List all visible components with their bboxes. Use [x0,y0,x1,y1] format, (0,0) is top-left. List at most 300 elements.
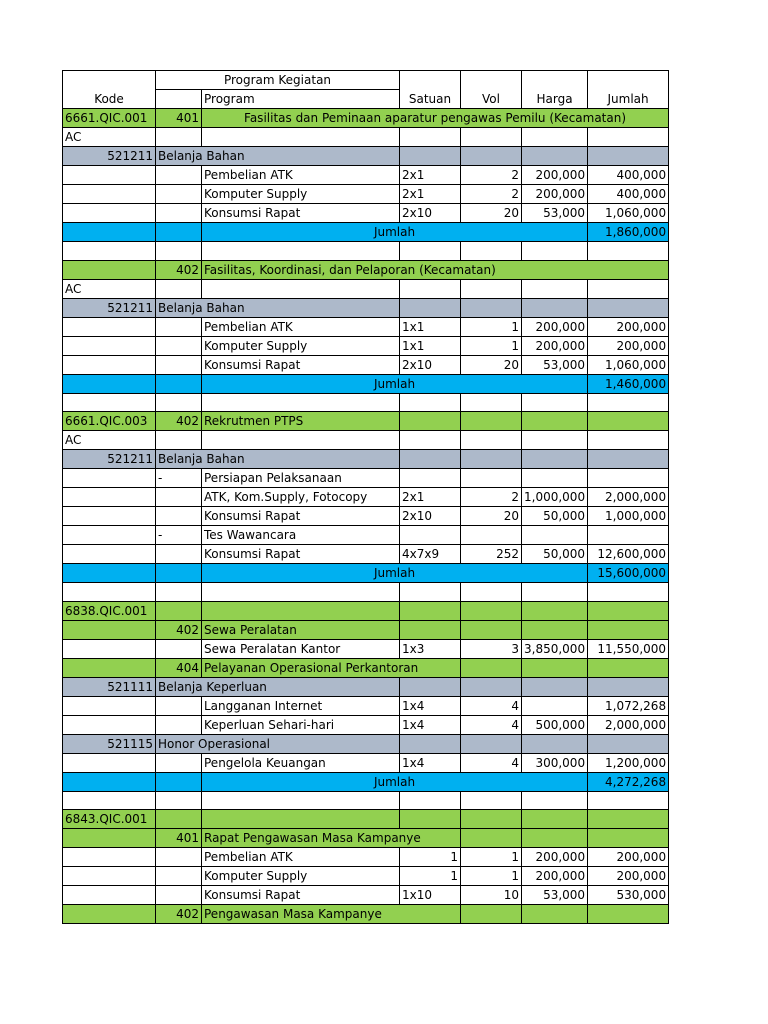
account-label[interactable]: Belanja Bahan [156,298,400,317]
item-vol[interactable]: 20 [461,355,522,374]
item-harga[interactable]: 53,000 [522,886,588,905]
item-satuan[interactable]: 1x3 [400,639,461,658]
empty-cell[interactable] [588,583,669,602]
item-harga[interactable]: 1,000,000 [522,488,588,507]
empty-cell[interactable] [202,128,400,147]
empty-cell[interactable] [156,848,202,867]
empty-cell[interactable] [461,791,522,810]
empty-cell[interactable] [400,147,461,166]
account-label[interactable]: Belanja Keperluan [156,677,400,696]
kode-cell[interactable]: 6661.QIC.003 [63,412,156,431]
empty-cell[interactable] [63,829,156,848]
empty-cell[interactable] [588,279,669,298]
empty-cell[interactable] [63,564,156,583]
account-code[interactable]: 521115 [63,734,156,753]
empty-cell[interactable] [156,696,202,715]
item-satuan[interactable]: 2x1 [400,166,461,185]
item-harga[interactable]: 3,850,000 [522,639,588,658]
empty-cell[interactable] [588,810,669,829]
item-jumlah[interactable]: 12,600,000 [588,545,669,564]
item-name[interactable]: Komputer Supply [202,336,400,355]
item-jumlah[interactable]: 1,060,000 [588,355,669,374]
empty-cell[interactable] [588,469,669,488]
empty-cell[interactable] [400,279,461,298]
empty-cell[interactable] [461,431,522,450]
empty-cell[interactable] [588,734,669,753]
empty-cell[interactable] [63,336,156,355]
item-row [63,867,669,886]
subtotal-label[interactable]: Jumlah [202,374,588,393]
item-jumlah[interactable]: 1,072,268 [588,696,669,715]
item-satuan[interactable]: 1 [400,867,461,886]
empty-cell[interactable] [461,734,522,753]
empty-cell[interactable] [63,166,156,185]
empty-cell[interactable] [522,393,588,412]
item-name[interactable]: Pembelian ATK [202,166,400,185]
item-name[interactable]: Konsumsi Rapat [202,507,400,526]
empty-cell[interactable] [63,469,156,488]
item-jumlah[interactable]: 2,000,000 [588,715,669,734]
ac-cell[interactable]: AC [63,279,156,298]
empty-cell[interactable] [156,374,202,393]
empty-cell[interactable] [63,223,156,242]
item-jumlah[interactable]: 200,000 [588,317,669,336]
header-program[interactable]: Program [202,90,400,109]
empty-cell[interactable] [588,620,669,639]
empty-cell[interactable] [588,677,669,696]
item-harga[interactable]: 200,000 [522,867,588,886]
item-name[interactable]: Konsumsi Rapat [202,545,400,564]
empty-cell[interactable] [156,488,202,507]
item-satuan[interactable]: 4x7x9 [400,545,461,564]
empty-cell[interactable] [588,242,669,261]
account-code[interactable]: 521111 [63,677,156,696]
item-harga[interactable] [522,696,588,715]
empty-cell[interactable] [156,715,202,734]
empty-cell[interactable] [400,431,461,450]
subtotal-label[interactable]: Jumlah [202,772,588,791]
item-satuan[interactable]: 2x10 [400,355,461,374]
empty-cell[interactable] [156,185,202,204]
empty-cell[interactable] [461,829,522,848]
empty-cell[interactable] [202,242,400,261]
empty-cell[interactable] [400,469,461,488]
empty-row [63,393,669,412]
empty-cell[interactable] [156,772,202,791]
item-harga[interactable]: 200,000 [522,185,588,204]
item-jumlah[interactable]: 11,550,000 [588,639,669,658]
item-satuan[interactable]: 2x10 [400,507,461,526]
empty-cell[interactable] [400,810,461,829]
empty-cell[interactable] [156,279,202,298]
empty-cell[interactable] [156,886,202,905]
empty-cell[interactable] [156,393,202,412]
account-code[interactable]: 521211 [63,147,156,166]
item-name[interactable]: Konsumsi Rapat [202,886,400,905]
empty-cell[interactable] [522,905,588,924]
item-row [63,488,669,507]
empty-row [63,791,669,810]
empty-cell[interactable] [156,545,202,564]
item-vol[interactable]: 20 [461,507,522,526]
empty-cell[interactable] [156,867,202,886]
item-name[interactable]: Pembelian ATK [202,848,400,867]
empty-cell[interactable] [156,601,202,620]
item-satuan[interactable]: 2x10 [400,204,461,223]
empty-cell[interactable] [63,317,156,336]
program-number[interactable]: 404 [156,658,202,677]
empty-cell[interactable] [588,791,669,810]
empty-cell[interactable] [588,412,669,431]
item-row [63,317,669,336]
item-jumlah[interactable]: 200,000 [588,867,669,886]
empty-cell[interactable] [400,791,461,810]
empty-cell[interactable] [63,583,156,602]
empty-cell[interactable] [461,279,522,298]
account-label[interactable]: Belanja Bahan [156,450,400,469]
program-number[interactable]: 402 [156,260,202,279]
item-name[interactable]: Komputer Supply [202,185,400,204]
empty-cell[interactable] [461,583,522,602]
section-row [63,620,669,639]
item-jumlah[interactable]: 1,200,000 [588,753,669,772]
empty-cell[interactable] [156,223,202,242]
header-jumlah[interactable]: Jumlah [588,71,669,109]
empty-cell[interactable] [522,677,588,696]
item-vol[interactable]: 10 [461,886,522,905]
empty-cell[interactable] [522,242,588,261]
empty-cell[interactable] [461,658,522,677]
empty-cell[interactable] [461,298,522,317]
item-vol[interactable]: 20 [461,204,522,223]
header-num-cell[interactable] [156,90,202,109]
subtotal-value[interactable]: 15,600,000 [588,564,669,583]
item-vol[interactable]: 2 [461,488,522,507]
empty-cell[interactable] [522,147,588,166]
empty-cell[interactable] [156,753,202,772]
program-title[interactable]: Fasilitas, Koordinasi, dan Pelaporan (Kecamatan) [202,260,669,279]
empty-cell[interactable] [461,393,522,412]
empty-cell[interactable] [400,677,461,696]
item-name[interactable]: ATK, Kom.Supply, Fotocopy [202,488,400,507]
program-title[interactable]: Pelayanan Operasional Perkantoran [202,658,461,677]
item-harga[interactable]: 500,000 [522,715,588,734]
empty-cell[interactable] [522,658,588,677]
item-satuan[interactable]: 1x1 [400,336,461,355]
empty-cell[interactable] [400,412,461,431]
item-vol[interactable]: 3 [461,639,522,658]
account-label[interactable]: Honor Operasional [156,734,400,753]
empty-cell[interactable] [156,431,202,450]
empty-cell[interactable] [202,583,400,602]
empty-cell[interactable] [400,393,461,412]
item-row [63,469,669,488]
account-label[interactable]: Belanja Bahan [156,147,400,166]
empty-cell[interactable] [522,128,588,147]
program-title[interactable]: Rekrutmen PTPS [202,412,400,431]
empty-cell[interactable] [400,601,461,620]
empty-cell[interactable] [156,564,202,583]
program-number[interactable]: 402 [156,412,202,431]
empty-cell[interactable] [400,242,461,261]
empty-cell[interactable] [461,128,522,147]
empty-cell[interactable] [522,810,588,829]
empty-cell[interactable] [202,791,400,810]
item-jumlah[interactable]: 200,000 [588,848,669,867]
item-satuan[interactable]: 1 [400,848,461,867]
item-harga[interactable]: 200,000 [522,166,588,185]
item-harga[interactable]: 53,000 [522,204,588,223]
item-name[interactable]: Konsumsi Rapat [202,355,400,374]
empty-cell[interactable] [63,905,156,924]
empty-cell[interactable] [522,450,588,469]
account-row [63,298,669,317]
empty-cell[interactable] [522,469,588,488]
empty-cell[interactable] [63,260,156,279]
empty-cell[interactable] [461,810,522,829]
empty-cell[interactable] [461,242,522,261]
empty-cell[interactable] [522,298,588,317]
item-vol[interactable]: 2 [461,166,522,185]
item-vol[interactable]: 1 [461,848,522,867]
item-satuan[interactable]: 2x1 [400,185,461,204]
item-row [63,185,669,204]
item-dash[interactable]: - [156,526,202,545]
program-title[interactable]: Fasilitas dan Peminaan aparatur pengawas Pemilu (Kecamatan) [202,109,669,128]
empty-cell[interactable] [588,147,669,166]
empty-cell[interactable] [588,298,669,317]
empty-cell[interactable] [156,166,202,185]
empty-cell[interactable] [588,526,669,545]
item-jumlah[interactable]: 2,000,000 [588,488,669,507]
empty-cell[interactable] [400,734,461,753]
ac-cell[interactable]: AC [63,431,156,450]
item-name[interactable]: Pembelian ATK [202,317,400,336]
empty-cell[interactable] [63,545,156,564]
account-code[interactable]: 521211 [63,450,156,469]
empty-cell[interactable] [63,620,156,639]
item-jumlah[interactable]: 1,000,000 [588,507,669,526]
empty-cell[interactable] [400,128,461,147]
empty-cell[interactable] [63,639,156,658]
empty-cell[interactable] [63,507,156,526]
empty-cell[interactable] [156,507,202,526]
kode-cell[interactable]: 6843.QIC.001 [63,810,156,829]
program-number[interactable]: 401 [156,109,202,128]
kode-cell[interactable]: 6661.QIC.001 [63,109,156,128]
item-harga[interactable]: 50,000 [522,545,588,564]
item-name[interactable]: Sewa Peralatan Kantor [202,639,400,658]
item-name[interactable]: Pengelola Keuangan [202,753,400,772]
empty-cell[interactable] [461,601,522,620]
program-number[interactable]: 401 [156,829,202,848]
item-name[interactable]: Komputer Supply [202,867,400,886]
empty-cell[interactable] [522,412,588,431]
empty-cell[interactable] [63,715,156,734]
section-row [63,829,669,848]
item-satuan[interactable]: 1x4 [400,696,461,715]
empty-cell[interactable] [522,620,588,639]
empty-cell[interactable] [588,658,669,677]
item-satuan[interactable]: 1x1 [400,317,461,336]
empty-cell[interactable] [522,431,588,450]
empty-cell[interactable] [63,753,156,772]
empty-cell[interactable] [156,791,202,810]
empty-cell[interactable] [156,317,202,336]
subtotal-label[interactable]: Jumlah [202,223,588,242]
item-jumlah[interactable]: 200,000 [588,336,669,355]
empty-cell[interactable] [63,355,156,374]
item-vol[interactable]: 4 [461,753,522,772]
empty-cell[interactable] [400,450,461,469]
item-vol[interactable]: 4 [461,696,522,715]
empty-cell[interactable] [522,829,588,848]
empty-cell[interactable] [400,583,461,602]
account-row [63,734,669,753]
empty-cell[interactable] [156,810,202,829]
empty-cell[interactable] [522,601,588,620]
empty-cell[interactable] [63,658,156,677]
header-satuan[interactable]: Satuan [400,71,461,109]
empty-cell[interactable] [461,620,522,639]
empty-cell[interactable] [156,639,202,658]
item-vol[interactable]: 4 [461,715,522,734]
header-kode[interactable]: Kode [63,71,156,109]
item-satuan[interactable]: 1x4 [400,715,461,734]
empty-cell[interactable] [202,601,400,620]
empty-cell[interactable] [461,412,522,431]
empty-cell[interactable] [461,450,522,469]
header-harga[interactable]: Harga [522,71,588,109]
empty-cell[interactable] [461,147,522,166]
item-name[interactable]: Keperluan Sehari-hari [202,715,400,734]
empty-cell[interactable] [156,204,202,223]
empty-cell[interactable] [522,583,588,602]
empty-cell[interactable] [588,829,669,848]
item-harga[interactable]: 200,000 [522,848,588,867]
item-row [63,507,669,526]
empty-cell[interactable] [202,431,400,450]
empty-cell[interactable] [588,450,669,469]
item-vol[interactable]: 2 [461,185,522,204]
empty-cell[interactable] [63,867,156,886]
empty-cell[interactable] [156,355,202,374]
empty-cell[interactable] [63,242,156,261]
empty-cell[interactable] [522,526,588,545]
empty-cell[interactable] [63,696,156,715]
empty-cell[interactable] [588,905,669,924]
empty-cell[interactable] [202,279,400,298]
header-program-kegiatan[interactable]: Program Kegiatan [156,71,400,90]
program-title[interactable]: Rapat Pengawasan Masa Kampanye [202,829,461,848]
empty-cell[interactable] [588,601,669,620]
empty-cell[interactable] [588,431,669,450]
item-harga[interactable]: 50,000 [522,507,588,526]
empty-cell[interactable] [461,469,522,488]
item-harga[interactable]: 300,000 [522,753,588,772]
kode-cell[interactable]: 6838.QIC.001 [63,601,156,620]
program-number[interactable]: 402 [156,905,202,924]
item-name[interactable]: Persiapan Pelaksanaan [202,469,400,488]
subtotal-value[interactable]: 1,860,000 [588,223,669,242]
subtotal-row [63,223,669,242]
subtotal-value[interactable]: 4,272,268 [588,772,669,791]
item-vol[interactable]: 1 [461,867,522,886]
account-code[interactable]: 521211 [63,298,156,317]
empty-cell[interactable] [63,886,156,905]
item-satuan[interactable]: 1x4 [400,753,461,772]
section-row [63,658,669,677]
item-vol[interactable]: 1 [461,336,522,355]
empty-cell[interactable] [63,791,156,810]
empty-cell[interactable] [461,677,522,696]
empty-cell[interactable] [522,279,588,298]
empty-cell[interactable] [461,526,522,545]
item-name[interactable]: Tes Wawancara [202,526,400,545]
item-harga[interactable]: 53,000 [522,355,588,374]
empty-cell[interactable] [63,374,156,393]
ac-row [63,128,669,147]
empty-cell[interactable] [522,791,588,810]
empty-cell[interactable] [156,242,202,261]
empty-cell[interactable] [156,128,202,147]
empty-cell[interactable] [156,583,202,602]
program-title[interactable]: Pengawasan Masa Kampanye [202,905,461,924]
item-harga[interactable]: 200,000 [522,336,588,355]
item-satuan[interactable]: 2x1 [400,488,461,507]
item-satuan[interactable]: 1x10 [400,886,461,905]
empty-cell[interactable] [588,393,669,412]
item-name[interactable]: Konsumsi Rapat [202,204,400,223]
item-jumlah[interactable]: 400,000 [588,166,669,185]
empty-cell[interactable] [63,393,156,412]
item-harga[interactable]: 200,000 [522,317,588,336]
empty-cell[interactable] [63,488,156,507]
empty-cell[interactable] [400,298,461,317]
item-vol[interactable]: 1 [461,317,522,336]
item-jumlah[interactable]: 530,000 [588,886,669,905]
subtotal-value[interactable]: 1,460,000 [588,374,669,393]
item-row [63,696,669,715]
empty-cell[interactable] [63,185,156,204]
subtotal-label[interactable]: Jumlah [202,564,588,583]
empty-cell[interactable] [63,848,156,867]
empty-cell[interactable] [63,204,156,223]
empty-cell[interactable] [461,905,522,924]
empty-cell[interactable] [202,810,400,829]
empty-cell[interactable] [63,772,156,791]
program-title[interactable]: Sewa Peralatan [202,620,400,639]
item-row [63,166,669,185]
empty-cell[interactable] [400,620,461,639]
item-name[interactable]: Langganan Internet [202,696,400,715]
empty-cell[interactable] [400,526,461,545]
empty-cell[interactable] [156,336,202,355]
header-vol[interactable]: Vol [461,71,522,109]
empty-cell[interactable] [63,526,156,545]
item-row [63,355,669,374]
ac-cell[interactable]: AC [63,128,156,147]
program-number[interactable]: 402 [156,620,202,639]
empty-cell[interactable] [522,734,588,753]
item-jumlah[interactable]: 1,060,000 [588,204,669,223]
section-row [63,905,669,924]
item-jumlah[interactable]: 400,000 [588,185,669,204]
empty-cell[interactable] [588,128,669,147]
item-vol[interactable]: 252 [461,545,522,564]
empty-cell[interactable] [202,393,400,412]
item-dash[interactable]: - [156,469,202,488]
